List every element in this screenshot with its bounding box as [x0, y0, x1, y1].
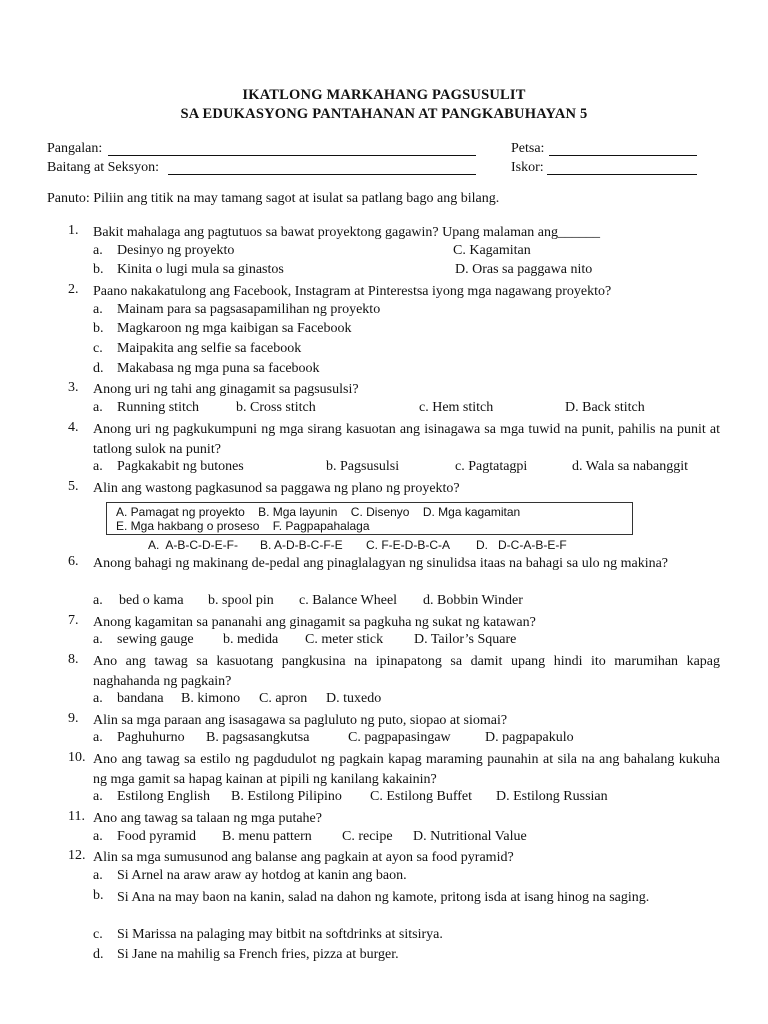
option-letter: a. — [93, 593, 103, 608]
question-text: Ano ang tawag sa estilo ng pagdudulot ng pagkain kapag maraming paunahin at sila na ang bahalang kukuha ng mga gamit sa hapag kainan at pipili ng kanilang kakainin? — [93, 752, 720, 787]
option-text: Estilong English — [117, 789, 210, 804]
score-field-line[interactable] — [547, 174, 697, 175]
option-text: b. Cross stitch — [236, 400, 316, 415]
option-text: c. Balance Wheel — [299, 593, 398, 608]
option-text: Si Jane na mahilig sa French fries, pizza at burger. — [117, 947, 399, 962]
option-letter: a. — [93, 459, 103, 474]
question-number: 8. — [68, 652, 79, 667]
question-number: 5. — [68, 479, 79, 494]
option-letter: a. — [93, 302, 103, 317]
option-text: A. A-B-C-D-E-F- — [148, 538, 238, 552]
option-text: B. A-D-B-C-F-E — [260, 538, 343, 552]
section-field-line[interactable] — [168, 174, 476, 175]
option-text: D. Back stitch — [565, 400, 645, 415]
option-text: C. Kagamitan — [453, 243, 531, 258]
choices-box-line: E. Mga hakbang o proseso F. Pagpapahalaga — [116, 519, 370, 533]
option-text: Si Ana na may baon na kanin, salad na dahon ng kamote, pritong isda at isang hinog na saging. — [117, 890, 650, 905]
question-number: 7. — [68, 613, 79, 628]
option-text: B. kimono — [181, 691, 241, 706]
option-letter: c. — [93, 341, 103, 356]
option-text: D. tuxedo — [326, 691, 382, 706]
option-text: C. pagpapasingaw — [348, 730, 451, 745]
question-text: Alin sa mga paraan ang isasagawa sa pagluluto ng puto, siopao at siomai? — [93, 713, 508, 728]
question-number: 4. — [68, 420, 79, 435]
option-letter: a. — [93, 691, 103, 706]
section-label: Baitang at Seksyon: — [47, 160, 159, 175]
option-text: bed o kama — [119, 593, 184, 608]
question-text: Alin sa mga sumusunod ang balanse ang pagkain at ayon sa food pyramid? — [93, 850, 514, 865]
option-letter: b. — [93, 321, 104, 336]
option-text: B. menu pattern — [222, 829, 312, 844]
question-text: Anong uri ng tahi ang ginagamit sa pagsusulsi? — [93, 382, 359, 397]
option-letter: b. — [93, 262, 104, 277]
option-text: Pagkakabit ng butones — [117, 459, 244, 474]
option-text: Maipakita ang selfie sa facebook — [117, 341, 302, 356]
option-text: Makabasa ng mga puna sa facebook — [117, 361, 320, 376]
option-letter: a. — [93, 789, 103, 804]
question-number: 2. — [68, 282, 79, 297]
question-text: Ano ang tawag sa kasuotang pangkusina na ipinapatong sa damit upang hindi ito marumihan kapag naghahanda ng pagkain? — [93, 654, 720, 689]
option-text: D. Oras sa paggawa nito — [455, 262, 593, 277]
option-letter: d. — [93, 947, 104, 962]
option-letter: a. — [93, 243, 103, 258]
option-text: Food pyramid — [117, 829, 196, 844]
question-number: 11. — [68, 809, 85, 824]
option-text: C. recipe — [342, 829, 393, 844]
score-label: Iskor: — [511, 160, 544, 175]
question-text: Anong bahagi ng makinang de-pedal ang pinaglalagyan ng sinulidsa itaas na bahagi sa ulo ng makina? — [93, 556, 669, 571]
option-text: D. Nutritional Value — [413, 829, 527, 844]
question-number: 10. — [68, 750, 86, 765]
option-text: C. apron — [259, 691, 308, 706]
option-text: Si Marissa na palaging may bitbit na softdrinks at sitsirya. — [117, 927, 443, 942]
question-text: Alin ang wastong pagkasunod sa paggawa ng plano ng proyekto? — [93, 481, 460, 496]
option-text: Magkaroon ng mga kaibigan sa Facebook — [117, 321, 352, 336]
question-text: Ano ang tawag sa talaan ng mga putahe? — [93, 811, 322, 826]
option-letter: a. — [93, 730, 103, 745]
option-text: C. F-E-D-B-C-A — [366, 538, 450, 552]
option-text: D. Estilong Russian — [496, 789, 608, 804]
option-text: b. spool pin — [208, 593, 274, 608]
option-letter: a. — [93, 829, 103, 844]
option-text: D. Tailor’s Square — [414, 632, 517, 647]
option-text: Si Arnel na araw araw ay hotdog at kanin ang baon. — [117, 868, 407, 883]
question-text: Paano nakakatulong ang Facebook, Instagram at Pinterestsa iyong mga nagawang proyekto? — [93, 284, 612, 299]
option-letter: d. — [93, 361, 104, 376]
exam-subject: SA EDUKASYONG PANTAHANAN AT PANGKABUHAYAN 5 — [180, 106, 588, 122]
date-field-line[interactable] — [549, 155, 697, 156]
option-text: b. medida — [223, 632, 279, 647]
option-letter: a. — [93, 868, 103, 883]
option-text: b. Pagsusulsi — [326, 459, 400, 474]
question-text: Bakit mahalaga ang pagtutuos sa bawat proyektong gagawin? Upang malaman ang______ — [93, 225, 600, 240]
option-letter: c. — [93, 927, 103, 942]
option-text: d. Wala sa nabanggit — [572, 459, 689, 474]
question-number: 6. — [68, 554, 79, 569]
exam-title: IKATLONG MARKAHANG PAGSUSULIT — [242, 87, 526, 103]
option-text: D. pagpapakulo — [485, 730, 574, 745]
question-number: 9. — [68, 711, 79, 726]
choices-box-line: A. Pamagat ng proyekto B. Mga layunin C. Disenyo D. Mga kagamitan — [116, 505, 521, 519]
option-text: Running stitch — [117, 400, 200, 415]
option-text: Paghuhurno — [117, 730, 185, 745]
option-text: D. D-C-A-B-E-F — [476, 538, 567, 552]
option-text: d. Bobbin Winder — [423, 593, 523, 608]
date-label: Petsa: — [511, 141, 545, 156]
option-text: c. Hem stitch — [419, 400, 494, 415]
option-text: c. Pagtatagpi — [455, 459, 528, 474]
name-label: Pangalan: — [47, 141, 103, 156]
question-number: 1. — [68, 223, 79, 238]
question-number: 12. — [68, 848, 86, 863]
option-letter: a. — [93, 632, 103, 647]
option-text: B. Estilong Pilipino — [231, 789, 342, 804]
name-field-line[interactable] — [108, 155, 476, 156]
option-text: Kinita o lugi mula sa ginastos — [117, 262, 284, 277]
option-text: B. pagsasangkutsa — [206, 730, 310, 745]
question-number: 3. — [68, 380, 79, 395]
question-text: Anong kagamitan sa pananahi ang ginagamit sa pagkuha ng sukat ng katawan? — [93, 615, 536, 630]
option-letter: a. — [93, 400, 103, 415]
question-text: Anong uri ng pagkukumpuni ng mga sirang kasuotan ang isinagawa sa mga tuwid na punit, pahilis na punit at tatlong sulok na punit? — [93, 422, 720, 457]
option-text: sewing gauge — [117, 632, 194, 647]
option-text: Desinyo ng proyekto — [117, 243, 235, 258]
option-text: Mainam para sa pagsasapamilihan ng proyekto — [117, 302, 381, 317]
option-text: C. Estilong Buffet — [370, 789, 473, 804]
option-text: bandana — [117, 691, 164, 706]
option-text: C. meter stick — [305, 632, 384, 647]
option-letter: b. — [93, 888, 104, 903]
instructions: Panuto: Piliin ang titik na may tamang sagot at isulat sa patlang bago ang bilang. — [47, 191, 500, 206]
